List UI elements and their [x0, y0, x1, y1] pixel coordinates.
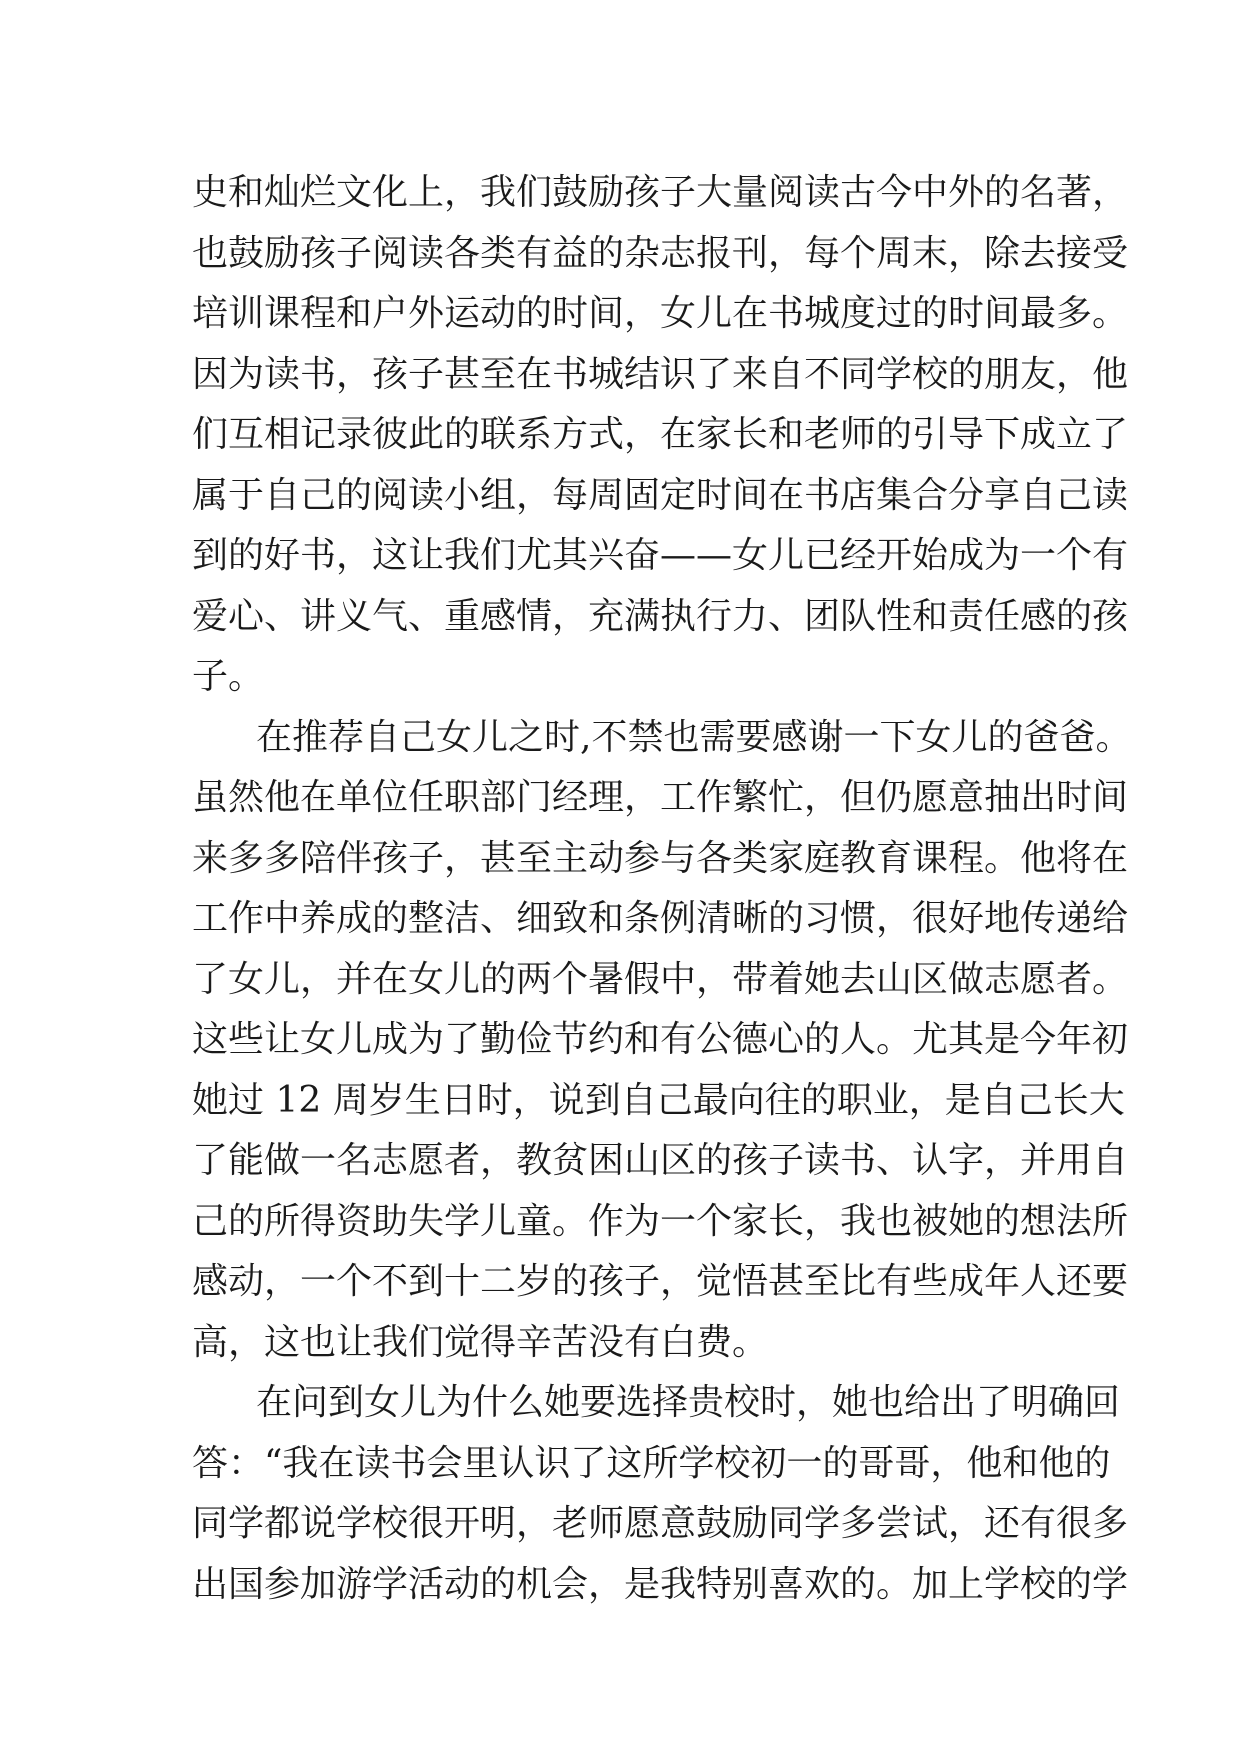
- paragraph-2: [192, 708, 1132, 1374]
- text-line: 出国参加游学活动的机会，是我特别喜欢的。加上学校的学: [192, 1563, 1129, 1605]
- text-line: 爱心、讲义气、重感情，充满执行力、团队性和责任感的孩: [192, 595, 1129, 637]
- text-line: 因为读书，孩子甚至在书城结识了来自不同学校的朋友，他: [192, 353, 1129, 395]
- text-line: 来多多陪伴孩子，甚至主动参与各类家庭教育课程。他将在: [192, 837, 1129, 879]
- text-line: 虽然他在单位任职部门经理，工作繁忙，但仍愿意抽出时间: [192, 777, 1129, 818]
- document-body: [192, 163, 1132, 1615]
- text-line: 也鼓励孩子阅读各类有益的杂志报刊，每个周末，除去接受: [192, 232, 1129, 274]
- text-line: 在问到女儿为什么她要选择贵校时，她也给出了明确回: [256, 1382, 1121, 1423]
- text-line: 感动，一个不到十二岁的孩子，觉悟甚至比有些成年人还要: [192, 1261, 1129, 1302]
- text-line: 子。: [192, 656, 265, 697]
- text-line: 她过 12 周岁生日时，说到自己最向往的职业，是自己长大: [192, 1079, 1125, 1121]
- text-line: 工作中养成的整洁、细致和条例清晰的习惯，很好地传递给: [192, 898, 1129, 939]
- text-line: 在推荐自己女儿之时,不禁也需要感谢一下女儿的爸爸。: [256, 716, 1132, 758]
- text-line: 培训课程和户外运动的时间，女儿在书城度过的时间最多。: [192, 293, 1129, 334]
- paragraph-1: [192, 163, 1129, 708]
- text-line: 们互相记录彼此的联系方式，在家长和老师的引导下成立了: [192, 414, 1129, 455]
- text-line: 同学都说学校很开明，老师愿意鼓励同学多尝试，还有很多: [192, 1503, 1129, 1544]
- text-line: 了能做一名志愿者，教贫困山区的孩子读书、认字，并用自: [192, 1140, 1129, 1181]
- text-line: 高，这也让我们觉得辛苦没有白费。: [192, 1321, 769, 1363]
- text-line: 到的好书，这让我们尤其兴奋——女儿已经开始成为一个有: [192, 535, 1129, 576]
- text-line: 了女儿，并在女儿的两个暑假中，带着她去山区做志愿者。: [192, 958, 1129, 1000]
- text-line: 答：“我在读书会里认识了这所学校初一的哥哥，他和他的: [192, 1442, 1111, 1484]
- text-line: 这些让女儿成为了勤俭节约和有公德心的人。尤其是今年初: [192, 1019, 1129, 1060]
- text-line: 属于自己的阅读小组，每周固定时间在书店集合分享自己读: [192, 474, 1129, 516]
- text-line: 史和灿烂文化上，我们鼓励孩子大量阅读古今中外的名著，: [192, 172, 1129, 213]
- text-line: 己的所得资助失学儿童。作为一个家长，我也被她的想法所: [192, 1200, 1129, 1242]
- paragraph-3: [192, 1373, 1129, 1615]
